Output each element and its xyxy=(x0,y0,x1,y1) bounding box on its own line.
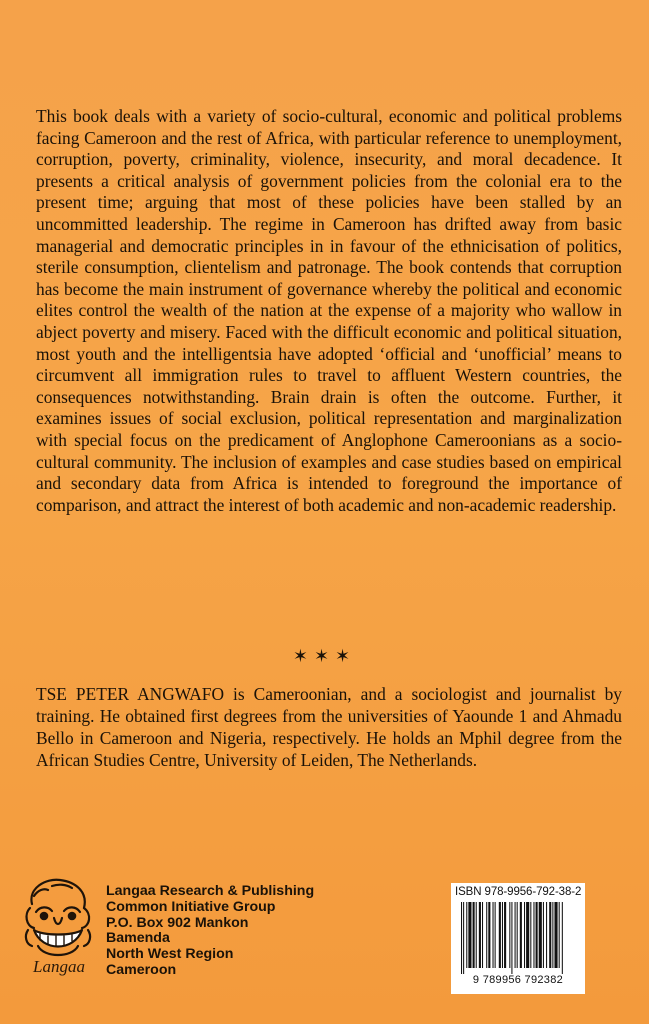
publisher-line: P.O. Box 902 Mankon xyxy=(106,914,249,931)
logo-wordmark: Langaa xyxy=(33,957,85,976)
barcode-panel xyxy=(451,883,585,994)
barcode-digits: 9 789956 792382 xyxy=(472,974,564,986)
publisher-line: North West Region xyxy=(106,946,234,963)
publisher-line: Bamenda xyxy=(106,930,170,947)
book-description: This book deals with a variety of socio-cultural, economic and political problems facing Cameroon and the rest of Africa, with particular reference to unemployment, corruption, poverty, criminality, violence, insecurity, and moral decadence. It presents a critical analysis of government policies from the colonial era to the present time; arguing that most of these policies have been stalled by an uncommitted leadership. The regime in Cameroon has drifted away from basic managerial and democratic principles in in favour of the ethnicisation of politics, sterile consumption, clientelism and patronage. The book contends that corruption has become the main instrument of governance whereby the political and economic elites control the wealth of the nation at the expense of a majority who wallow in abject poverty and misery. Faced with the difficult economic and political situation, most youth and the intelligentsia have adopted ‘official and ‘unofficial’ means to circumvent all immigration rules to travel to affluent Western countries, the consequences notwithstanding. Brain drain is often the outcome. Further, it examines issues of social exclusion, political representation and marginalization with special focus on the predicament of Anglophone Cameroonians as a socio-cultural community. The inclusion of examples and case studies based on empirical and secondary data from Africa is intended to foreground the importance of comparison, and attract the interest of both academic and non-academic readership. xyxy=(36,106,622,515)
isbn-label: ISBN 978-9956-792-38-2 xyxy=(455,886,582,898)
publisher-line: Langaa Research & Publishing xyxy=(106,883,315,899)
publisher-address xyxy=(106,884,314,979)
author-bio: TSE PETER ANGWAFO is Cameroonian, and a sociologist and journalist by training. He obtained first degrees from the universities of Yaounde 1 and Ahmadu Bello in Cameroon and Nigeria, respectively. He holds an Mphil degree from the African Studies Centre, University of Leiden, The Netherlands. xyxy=(36,684,622,770)
section-separator: ✶✶✶ xyxy=(292,646,357,667)
publisher-line: Cameroon xyxy=(106,961,177,978)
barcode-icon xyxy=(455,902,581,974)
publisher-line: Common Initiative Group xyxy=(106,898,276,915)
